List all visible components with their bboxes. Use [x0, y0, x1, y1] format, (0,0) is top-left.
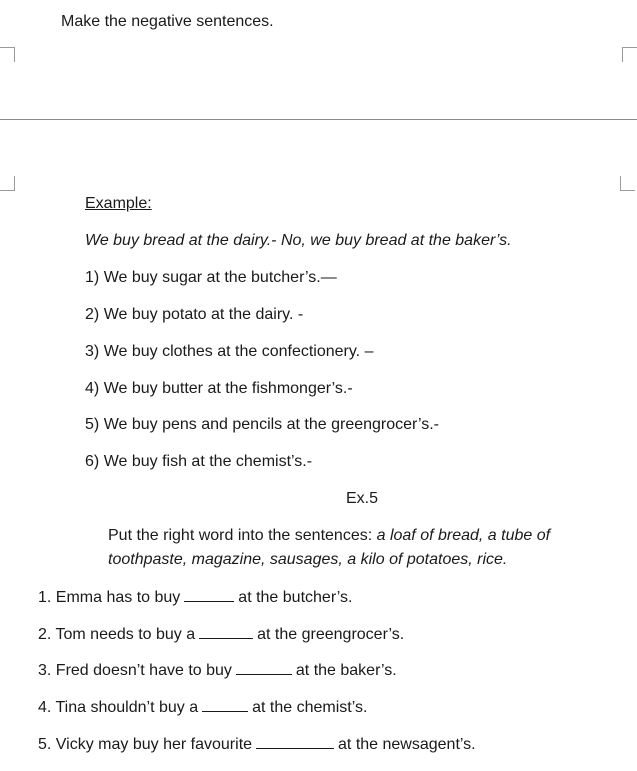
- list-item: [38, 698, 367, 717]
- item-number: 2.: [38, 626, 52, 643]
- item-text: We buy potato at the dairy. -: [103, 306, 304, 323]
- item-text-before: Vicky may buy her favourite: [55, 736, 253, 753]
- item-text-after: at the greengrocer’s.: [257, 626, 405, 643]
- instruction-lead: Put the right word into the sentences:: [108, 527, 373, 544]
- item-number: 4): [85, 380, 100, 397]
- answer-blank[interactable]: [202, 698, 248, 712]
- list-item: [38, 625, 404, 644]
- instruction-line: [108, 527, 550, 545]
- answer-blank[interactable]: [184, 588, 234, 602]
- example-label: Example:: [85, 195, 152, 212]
- margin-corner-mark: [0, 176, 15, 191]
- margin-corner-mark: [622, 47, 637, 62]
- item-text: We buy sugar at the butcher’s.—: [103, 269, 337, 286]
- list-item: [85, 453, 312, 471]
- item-text-after: at the baker’s.: [295, 662, 397, 679]
- item-text: We buy fish at the chemist’s.-: [103, 453, 313, 470]
- list-item: [85, 306, 303, 324]
- margin-corner-mark: [0, 47, 15, 62]
- item-number: 4.: [38, 699, 52, 716]
- item-number: 6): [85, 453, 100, 470]
- list-item: [38, 661, 397, 680]
- item-text-before: Fred doesn’t have to buy: [55, 662, 232, 679]
- item-text-before: Emma has to buy: [55, 589, 181, 606]
- margin-corner-mark: [620, 176, 635, 191]
- answer-blank[interactable]: [199, 625, 253, 639]
- item-number: 1): [85, 269, 100, 286]
- item-text: We buy pens and pencils at the greengrocer’s.-: [103, 416, 439, 433]
- item-text-before: Tom needs to buy a: [55, 626, 196, 643]
- answer-blank[interactable]: [256, 735, 334, 749]
- item-number: 2): [85, 306, 100, 323]
- item-number: 5.: [38, 736, 52, 753]
- example-sentence: We buy bread at the dairy.- No, we buy bread at the baker’s.: [85, 232, 512, 249]
- item-text-before: Tina shouldn’t buy a: [55, 699, 199, 716]
- list-item: [38, 735, 476, 754]
- list-item: [85, 416, 439, 434]
- word-bank-part-2: toothpaste, magazine, sausages, a kilo of potatoes, rice.: [108, 551, 508, 568]
- top-heading: Make the negative sentences.: [61, 13, 274, 30]
- word-bank-part-1: a loaf of bread, a tube of: [372, 527, 551, 544]
- list-item: [38, 588, 352, 607]
- item-text-after: at the butcher’s.: [238, 589, 353, 606]
- item-text-after: at the newsagent’s.: [338, 736, 476, 753]
- page-break-divider: [0, 119, 637, 120]
- answer-blank[interactable]: [236, 661, 292, 675]
- item-number: 3.: [38, 662, 52, 679]
- exercise-title: Ex.5: [346, 490, 379, 507]
- item-text: We buy butter at the fishmonger’s.-: [103, 380, 353, 397]
- list-item: [85, 343, 373, 361]
- item-number: 5): [85, 416, 100, 433]
- list-item: [85, 380, 353, 398]
- item-number: 1.: [38, 589, 52, 606]
- item-text: We buy clothes at the confectionery. –: [103, 343, 374, 360]
- list-item: [85, 269, 337, 287]
- item-number: 3): [85, 343, 100, 360]
- item-text-after: at the chemist’s.: [252, 699, 368, 716]
